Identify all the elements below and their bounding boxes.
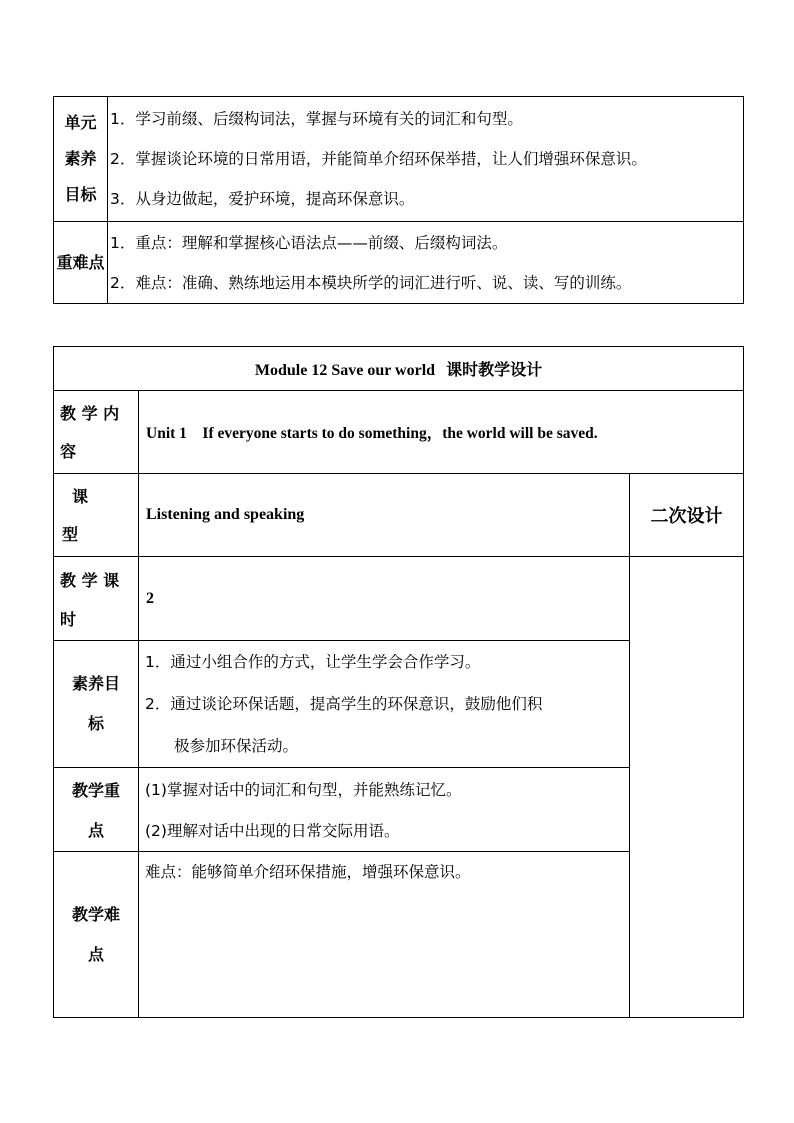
lesson-design-table [53,346,744,1018]
hours-label-cell [54,557,139,641]
second-design-cell [630,557,744,1018]
content-label-line: 教 学 内 [60,404,120,423]
literacy-label-cell [54,641,139,768]
key-difficult-label: 重难点 [54,222,108,304]
key-content-cell [139,768,630,852]
type-label-line: 型 [62,525,79,544]
hours-row [54,557,744,641]
key-difficult-content-cell [108,222,744,304]
goals-label-line: 目标 [64,185,97,204]
key-item: (2)理解对话中出现的日常交际用语。 [145,821,400,840]
lesson-title-en: Module 12 Save our world [254,362,436,379]
goals-row [54,97,744,222]
lesson-title-cn: 课时教学设计 [446,360,543,379]
content-label-cell [54,391,139,474]
hours-value: 2 [139,557,630,641]
key-difficult-row [54,222,744,304]
difficult-content: 难点：能够简单介绍环保措施，增强环保意识。 [139,852,630,1018]
literacy-label-line: 标 [87,714,104,733]
literacy-item: 1．通过小组合作的方式，让学生学会合作学习。 [145,653,481,671]
goal-item: 2．掌握谈论环境的日常用语，并能简单介绍环保举措，让人们增强环保意识。 [110,150,647,168]
type-label-cell [54,474,139,557]
goals-label-cell [54,97,108,222]
type-row [54,474,744,557]
unit-goals-table [53,96,744,304]
goal-item: 1．学习前缀、后缀构词法，掌握与环境有关的词汇和句型。 [110,110,523,128]
goals-label-line: 素养 [64,149,97,168]
title-row [54,347,744,391]
type-label-line: 课 [72,487,89,506]
literacy-item: 极参加环保活动。 [174,737,299,755]
literacy-content-cell [139,641,630,768]
goals-content-cell [108,97,744,222]
content-value: Unit 1 If everyone starts to do something，the world will be saved. [139,391,744,474]
lesson-title-cell [54,347,744,391]
literacy-label-line: 素养目 [71,674,120,693]
key-label-cell [54,768,139,852]
key-item: (1)掌握对话中的词汇和句型，并能熟练记忆。 [145,780,462,799]
key-label-line: 教学重 [71,780,120,800]
goal-item: 3．从身边做起，爱护环境，提高环保意识。 [110,190,415,208]
difficult-label-line: 点 [87,944,104,964]
hours-label-line: 教 学 课 [60,570,120,590]
hours-label-line: 时 [60,609,77,629]
difficult-label-line: 教学难 [71,904,120,924]
key-difficult-item: 1．重点：理解和掌握核心语法点——前缀、后缀构词法。 [110,233,508,252]
difficult-label-cell [54,852,139,1018]
content-row [54,391,744,474]
second-design-header: 二次设计 [630,474,744,557]
key-label-line: 点 [87,820,104,840]
goals-label-line: 单元 [64,113,97,132]
content-label-line: 容 [60,442,77,461]
key-difficult-item: 2．难点：准确、熟练地运用本模块所学的词汇进行听、说、读、写的训练。 [110,273,632,292]
type-value: Listening and speaking [139,474,630,557]
literacy-item: 2．通过谈论环保话题，提高学生的环保意识，鼓励他们积 [145,695,543,713]
